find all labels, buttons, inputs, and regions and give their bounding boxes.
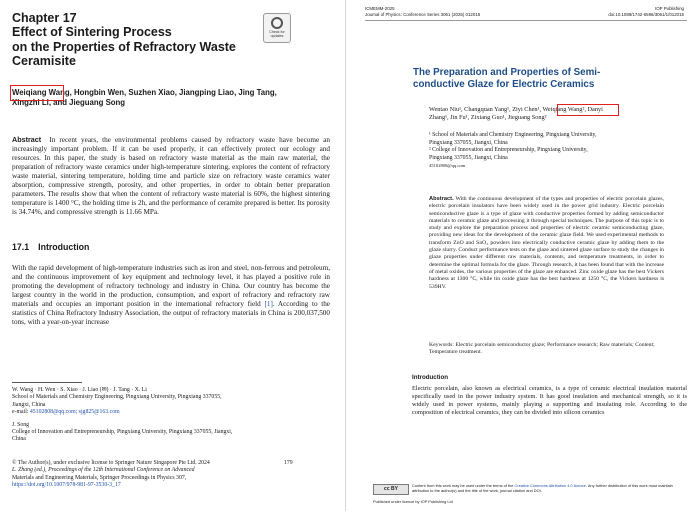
- section-heading: Introduction: [412, 374, 449, 381]
- journal-header-left: [365, 6, 480, 18]
- copyright-block: [12, 460, 260, 490]
- chapter-title-line: on the Properties of Refractory Waste: [12, 39, 236, 54]
- authors-line: Xingzhi Li, and Jieguang Song: [12, 98, 126, 107]
- header-line: Journal of Physics: Conference Series 3061 (2025) 012015: [365, 12, 481, 17]
- author-footnotes: [12, 387, 332, 444]
- abstract-text: In recent years, the environmental problems caused by refractory waste have become an increasingly important problem. If it can be used properly, it can effectively protect our ecology and resources. In this paper, the study is based on refractory waste material as the main raw material, the preparation of refractory waste ceramics under high-temperature sintering, explores the content of refractory waste material, sintering temperature, holding time and particle size on refractory waste ceramics water absorption, compressive strength, porosity, and other properties, in order to obtain better preparation parameters. The results show that when the content of refractory waste material is 60%, the highest sintering temperature is 1400 °C, the holding time is 2h, and the performance of ceramite prepared is better. Its porosity is 34.74%, and compressive strength is 11.66 MPa.: [12, 136, 331, 217]
- journal-header-right: [608, 6, 684, 18]
- updates-icon: [271, 17, 283, 29]
- footnote-authors: W. Wang · H. Wen · S. Xiao · J. Liao (✉) · J. Tang · X. Li: [12, 387, 147, 393]
- paper-abstract: [429, 196, 664, 291]
- page-number: 179: [284, 460, 293, 466]
- affiliation-line: ¹ School of Materials and Chemistry Engineering, Pingxiang University,: [429, 132, 597, 138]
- footnote-email-line: [12, 409, 332, 416]
- updates-badge-label: Check for updates: [269, 30, 285, 38]
- copyright-line: © The Author(s), under exclusive license to Springer Nature Singapore Pte Ltd. 2024: [12, 460, 210, 466]
- intro-text-part: . According to the statistics of China Refractory Industry Association, the output of refractory materials in China is 200,037,500 tons, with a year-on-year increase: [12, 300, 330, 327]
- license-text: [412, 483, 687, 493]
- paper-title: [413, 67, 663, 91]
- authors-line: Zhang¹, Jin Fu¹, Zixiang Guo¹, Jieguang Song²: [429, 114, 547, 121]
- paper-title-line: The Preparation and Properties of Semi-: [413, 67, 601, 78]
- license-text-part: . Any further distribution of this work must maintain attribution to the author(s) and the title of the work, journal citation and DOI.: [412, 483, 673, 493]
- chapter-title-line: Effect of Sintering Process: [12, 25, 172, 39]
- email-label: e-mail:: [12, 409, 30, 416]
- introduction-text: [12, 264, 330, 327]
- footnote-author-2: J. Song: [12, 421, 30, 428]
- chapter-abstract: [12, 135, 330, 217]
- authors-line: Wentao Niu¹, Changquan Yang¹, Ziyi Chen¹, Weiqiang Wang², Danyi: [429, 106, 603, 113]
- footnote-affiliation: School of Materials and Chemistry Engineering, Pingxiang University, Pingxiang 337055,: [12, 394, 222, 401]
- cc-by-license-logo[interactable]: [373, 484, 409, 495]
- license-link[interactable]: Creative Commons Attribution 4.0 licence: [514, 483, 586, 488]
- chapter-title: [12, 25, 262, 69]
- abstract-label: Abstract: [12, 135, 42, 144]
- paper-keywords: Keywords: Electric porcelain semiconductor glaze; Performance research; Raw materials; Content; Temperature treatment.: [429, 342, 655, 356]
- doi-link[interactable]: https://doi.org/10.1007/978-981-97-3530-3_17: [12, 482, 121, 489]
- publisher-line: Published under licence by IOP Publishing Ltd: [373, 499, 453, 504]
- footnote-affiliation-2: College of Innovation and Entrepreneurship, Pingxiang University, Pingxiang 337055, Jiangxi,: [12, 429, 233, 436]
- license-text-part: Content from this work may be used under the terms of the: [412, 483, 515, 488]
- right-page: [352, 0, 692, 511]
- authors-line: Weiqiang Wang, Hongbin Wen, Suzhen Xiao, Jiangping Liao, Jing Tang,: [12, 88, 277, 97]
- citation-link[interactable]: [1]: [264, 300, 273, 309]
- header-rule: [365, 20, 687, 21]
- affiliation-line: Pingxiang 337055, Jiangxi, China: [429, 154, 508, 161]
- header-line: doi:10.1088/1742-6596/3061/1/012015: [608, 12, 684, 17]
- cc-logo-label: cc BY: [384, 486, 398, 492]
- author-highlight-box: [10, 85, 64, 101]
- left-page: [0, 0, 340, 511]
- chapter-label: Chapter 17: [12, 11, 77, 25]
- section-title: Introduction: [38, 242, 90, 252]
- paper-authors: [429, 106, 669, 122]
- email-links[interactable]: 45102808@qq.com; sjg825@163.com: [29, 409, 120, 416]
- chapter-title-line: Ceramisite: [12, 54, 76, 68]
- section-number: 17.1: [12, 242, 30, 252]
- abstract-text: With the continuous development of the types and properties of electric porcelain glazes, electric porcelain insulators have been widely used in the power grid industry. Electric porcelain semiconductive glaze is a type of glaze with conductive properties formed by adding semiconductor materials to ceramic glaze and processing it through special techniques. The purpose of this topic is to study and explore the preparation process and properties of electric ceramic semiconducting glaze, providing new ideas for the development of the ceramic glaze field. We used experimental methods to transform ZnO and SnO₂ powders into electrically conductive ceramic glaze by adding them to the glaze slurry. Conduct performance tests on the glaze and sintered glaze surface to study the changes in glaze properties under different raw materials, contents, and temperature treatments, in order to determine the optimal formula for the glaze. Through research, it has been found that with the increase of metal oxides, the various properties of the glaze are enhanced. Zinc oxide glaze has the best Vickers hardness at 1300 °C, while tin oxide glaze has the best hardness at 1250 °C, the Vickers hardness is 539HV.: [429, 196, 664, 290]
- corresponding-email[interactable]: 45102808@qq.com: [429, 163, 466, 169]
- footnote-divider: [12, 382, 82, 383]
- affiliation-line: ² College of Innovation and Entrepreneurship, Pingxiang University,: [429, 147, 588, 154]
- footnote-affiliation-2: China: [12, 436, 26, 443]
- header-line: ICMEMM-2025: [365, 6, 395, 11]
- footnote-affiliation: Jiangxi, China: [12, 401, 46, 408]
- affiliation-line: Pingxiang 337055, Jiangxi, China: [429, 139, 508, 146]
- author-highlight-box: [557, 104, 619, 116]
- check-for-updates-badge[interactable]: [263, 13, 291, 43]
- intro-text-part: With the rapid development of high-temperature industries such as iron and steel, non-ferrous and petroleum, and the continuous improvement of key equipment and technology level, it has played a positive role in promoting the development of refractory technology and industry in China. Our country has become the largest country in the world in the production, consumption, and export of refractory and refractory raw materials and occupies an important position in the international refractory field: [12, 264, 330, 309]
- paper-affiliations: [429, 132, 664, 170]
- page-divider: [345, 0, 346, 511]
- abstract-label: Abstract.: [429, 196, 454, 202]
- copyright-line: Materials and Engineering Materials, Springer Proceedings in Physics 307,: [12, 474, 187, 481]
- paper-title-line: conductive Glaze for Electric Ceramics: [413, 79, 595, 90]
- header-line: IOP Publishing: [655, 6, 684, 11]
- section-heading: [12, 242, 89, 252]
- introduction-text: Electric porcelain, also known as electrical ceramics, is a type of ceramic electrical insulation material specifically used in the power industry system. It has good insulation and mechanical strength, so it is widely used in power systems, mainly playing a supporting and insulating role. According to the composition of electrical ceramics, they can be divided into silicon ceramics: [412, 385, 687, 417]
- copyright-line: L. Zhang (ed.), Proceedings of the 12th International Conference on Advanced: [12, 467, 195, 474]
